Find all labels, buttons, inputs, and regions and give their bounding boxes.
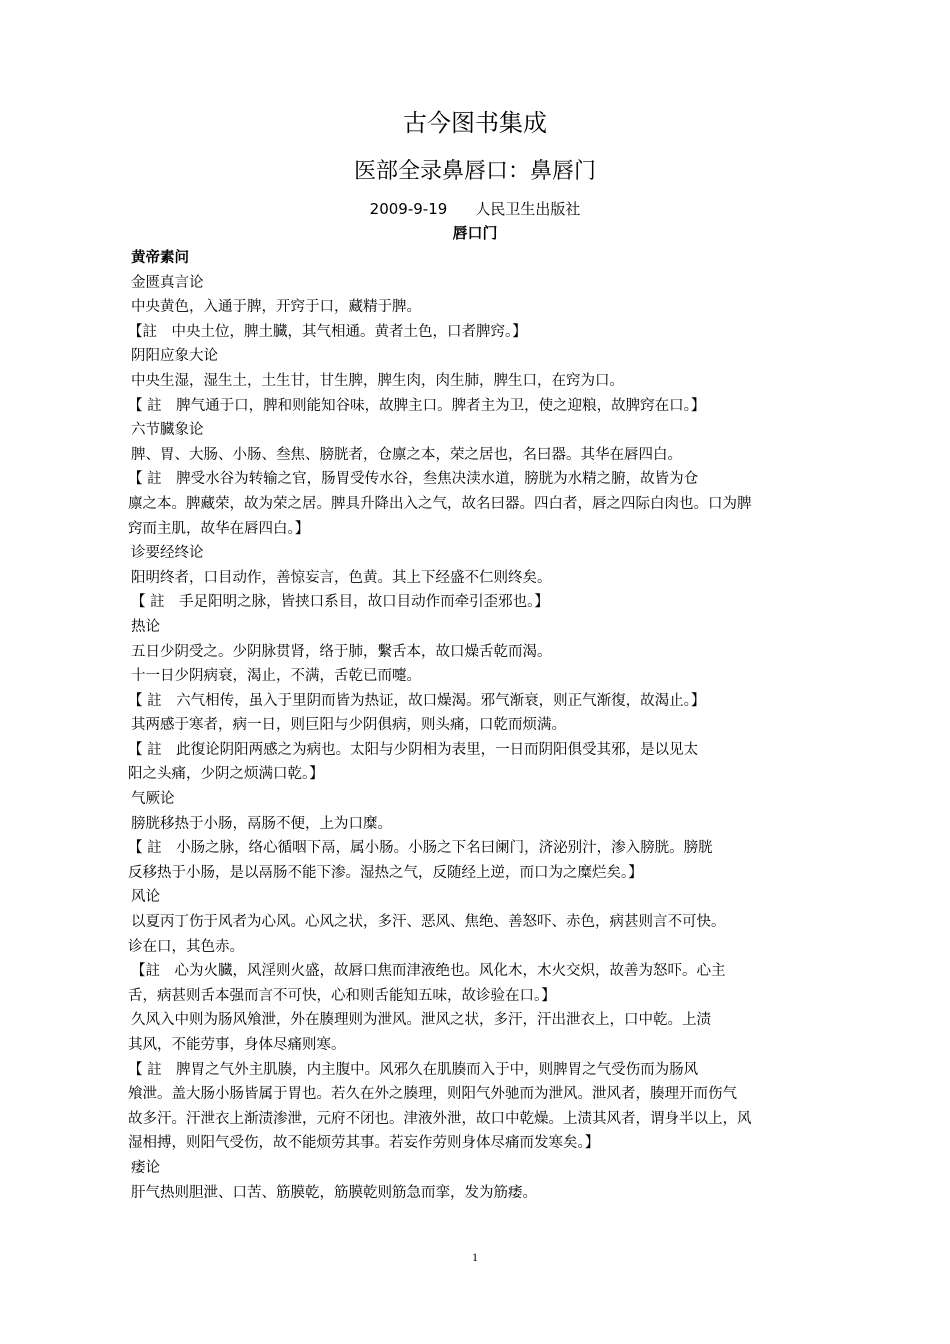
text-line: 窍而主肌，故华在唇四白。】 [128, 520, 310, 537]
text-line: 【 註 小肠之脉，络心循咽下鬲，属小肠。小肠之下名曰阑门，济泌别汁，渗入膀胱。膀胱 [128, 840, 713, 857]
text-line: 阳之头痛，少阴之烦满口乾。】 [128, 766, 324, 783]
text-line: 膀胱移热于小肠，鬲肠不便，上为口糜。 [131, 815, 392, 832]
publisher-name: 人民卫生出版社 [475, 200, 581, 218]
text-line: 风论 [131, 889, 160, 906]
text-line: 痿论 [131, 1159, 160, 1176]
document-subtitle: 医部全录鼻唇口：鼻唇门 [353, 159, 596, 184]
text-line: 【 註 脾气通于口，脾和则能知谷味，故脾主口。脾者主为卫，使之迎粮，故脾窍在口。】 [128, 397, 706, 414]
text-line: 久风入中则为肠风飧泄，外在腠理则为泄风。泄风之状，多汗，汗出泄衣上，口中乾。上渍 [131, 1012, 711, 1029]
text-line: 湿相搏，则阳气受伤，故不能烦劳其事。若妄作劳则身体尽痛而发寒矣。】 [128, 1135, 600, 1152]
text-line: 舌，病甚则舌本强而言不可快，心和则舌能知五味，故诊验在口。】 [128, 987, 556, 1004]
text-line: 【 註 手足阳明之脉，皆挟口系目，故口目动作而牵引歪邪也。】 [131, 594, 549, 611]
text-line: 金匮真言论 [131, 274, 204, 291]
text-line: 脾、胃、大肠、小肠、叁焦、膀胱者，仓廪之本，荣之居也，名曰器。其华在唇四白。 [131, 446, 682, 463]
publication-meta [0, 198, 950, 220]
text-line: 其两感于寒者，病一日，则巨阳与少阴俱病，则头痛，口乾而烦满。 [131, 717, 566, 734]
document-title: 古今图书集成 [403, 109, 547, 137]
text-line: 飧泄。盖大肠小肠皆属于胃也。若久在外之腠理，则阳气外驰而为泄风。泄风者，腠理开而伤气 [128, 1086, 737, 1103]
text-line: 【 註 此復论阴阳两感之为病也。太阳与少阴相为表里，一日而阴阳俱受其邪，是以见太 [128, 741, 699, 758]
text-line: 反移热于小肠，是以鬲肠不能下渗。湿热之气，反随经上逆，而口为之糜烂矣。】 [128, 864, 643, 881]
text-line: 故多汗。汗泄衣上渐渍渗泄，元府不闭也。津液外泄，故口中乾燥。上渍其风者，谓身半以上，风 [128, 1110, 752, 1127]
text-line: 中央黄色，入通于脾，开窍于口，藏精于脾。 [131, 299, 421, 316]
text-line: 以夏丙丁伤于风者为心风。心风之状，多汗、恶风、焦绝、善怒吓、赤色，病甚则言不可快。 [131, 914, 726, 931]
text-line: 五日少阴受之。少阴脉贯肾，络于肺，繫舌本，故口燥舌乾而渴。 [131, 643, 552, 660]
page-number: 1 [472, 1250, 478, 1264]
document-body [128, 246, 861, 1205]
text-line: 【 註 六气相传，虽入于里阴而皆为热证，故口燥渴。邪气渐衰，则正气渐復，故渴止。】 [128, 692, 706, 709]
text-line: 阳明终者，口目动作，善惊妄言，色黄。其上下经盛不仁则终矣。 [131, 569, 552, 586]
publication-date: 2009-9-19 [369, 200, 448, 218]
text-line: 诊在口，其色赤。 [128, 938, 244, 955]
section-title: 唇口门 [452, 224, 498, 242]
text-line: 【註 中央土位，脾土臓，其气相通。黄者土色，口者脾窍。】 [128, 323, 527, 340]
text-line: 十一日少阴病衰，渴止，不满，舌乾已而嚏。 [131, 668, 421, 685]
text-line: 【註 心为火臓，风淫则火盛，故唇口焦而津液绝也。风化木，木火交炽，故善为怒吓。心主 [131, 963, 726, 980]
text-line: 其风，不能劳事，身体尽痛则寒。 [128, 1037, 346, 1053]
text-line: 诊要经终论 [131, 545, 204, 562]
text-line: 气厥论 [131, 791, 175, 808]
book-heading: 黄帝素问 [131, 249, 189, 266]
text-line: 中央生湿，湿生土，土生甘，甘生脾，脾生肉，肉生肺，脾生口，在窍为口。 [131, 372, 624, 389]
text-line: 阴阳应象大论 [131, 348, 218, 365]
text-line: 六节臓象论 [131, 422, 204, 439]
text-line: 廪之本。脾藏荣，故为荣之居。脾具升降出入之气，故名曰器。四白者，唇之四际白肉也。口为脾 [128, 495, 752, 512]
text-line: 【 註 脾胃之气外主肌腠，内主腹中。风邪久在肌腠而入于中，则脾胃之气受伤而为肠风 [128, 1061, 699, 1078]
text-line: 热论 [131, 618, 160, 635]
text-line: 肝气热则胆泄、口苦、筋膜乾，筋膜乾则筋急而挛，发为筋痿。 [131, 1184, 537, 1201]
text-line: 【 註 脾受水谷为转输之官，肠胃受传水谷，叁焦决渎水道，膀胱为水精之腑，故皆为仓 [128, 471, 699, 488]
